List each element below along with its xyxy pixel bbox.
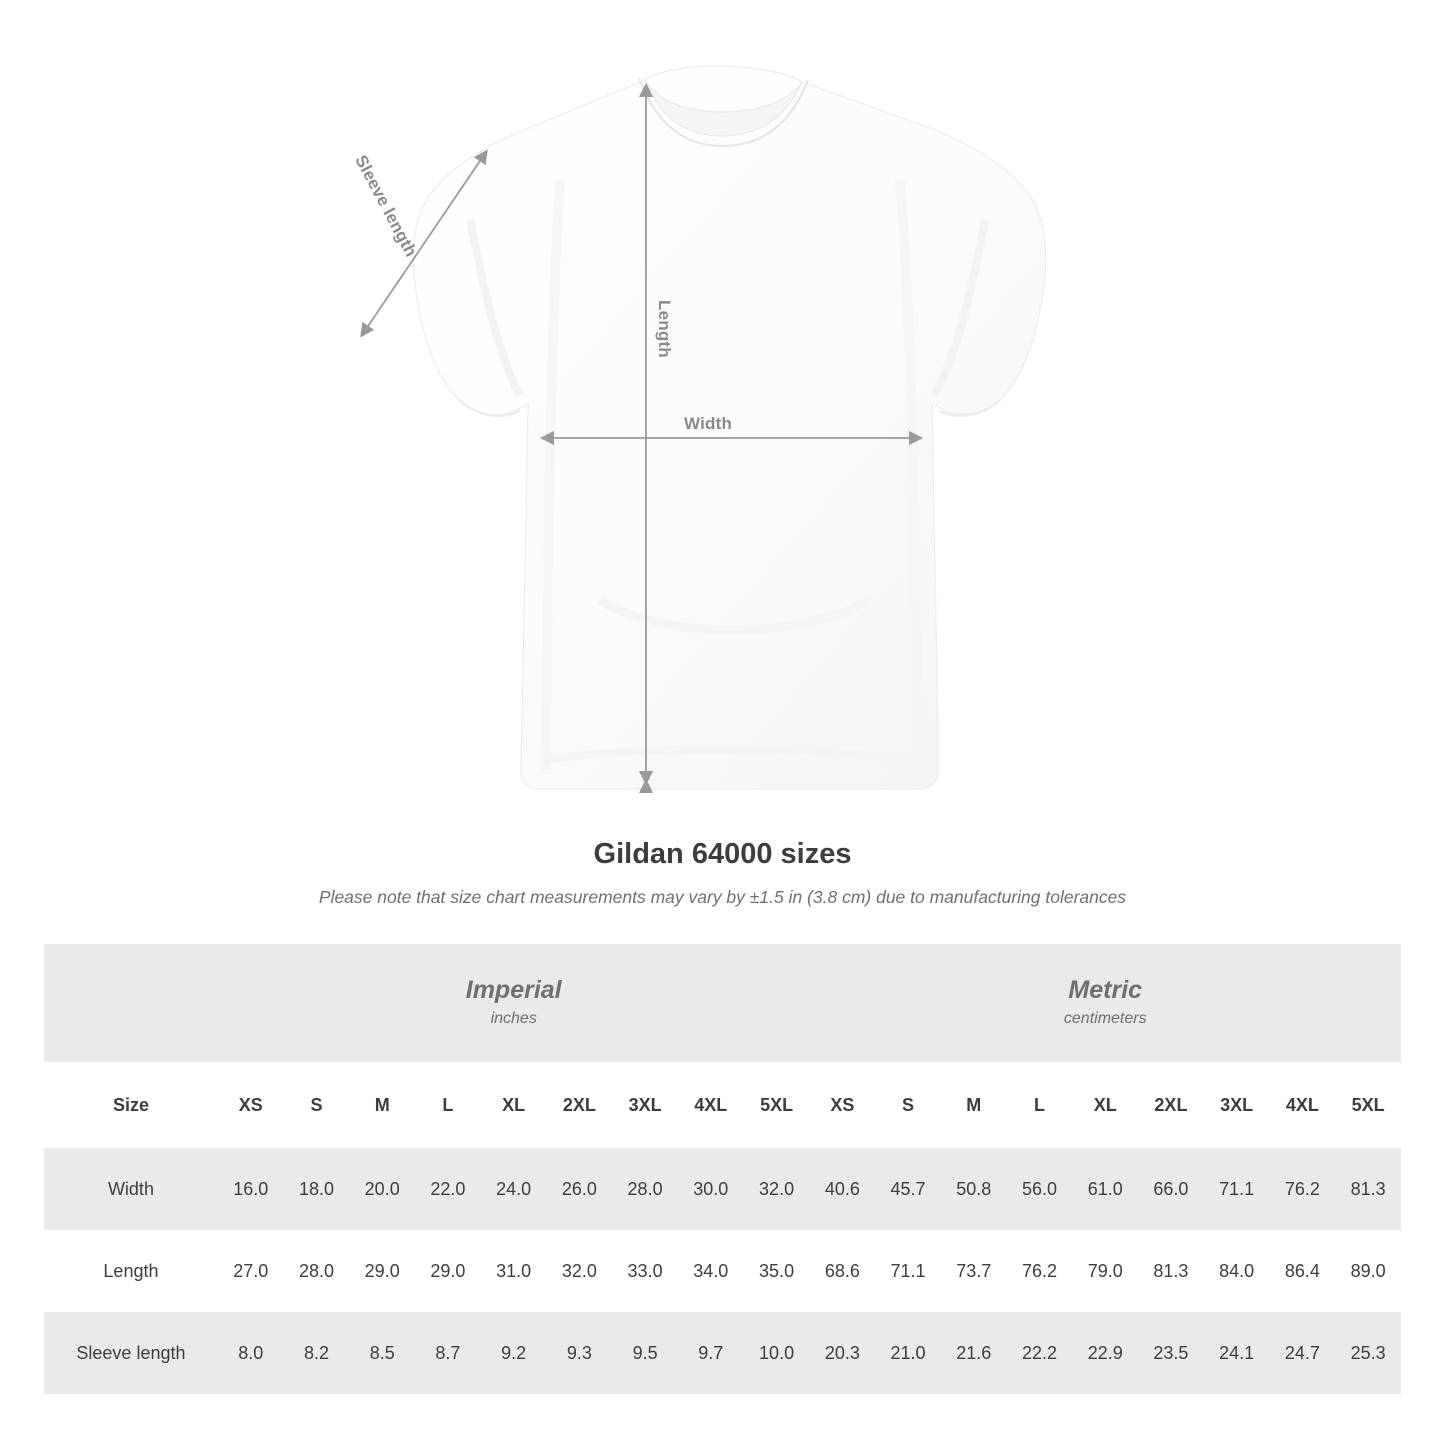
- cell-sleeve-17: 25.3: [1335, 1312, 1401, 1394]
- cell-length-4: 31.0: [481, 1230, 547, 1312]
- cell-sleeve-1: 8.2: [284, 1312, 350, 1394]
- size-col-xs-imperial: XS: [218, 1062, 284, 1148]
- table-row: [44, 1312, 1401, 1394]
- cell-width-6: 28.0: [612, 1148, 678, 1230]
- cell-sleeve-3: 8.7: [415, 1312, 481, 1394]
- size-col-l-imperial: L: [415, 1062, 481, 1148]
- cell-length-8: 35.0: [744, 1230, 810, 1312]
- size-col-4xl-imperial: 4XL: [678, 1062, 744, 1148]
- unit-group-imperial-sub: inches: [490, 1009, 537, 1027]
- cell-length-16: 86.4: [1270, 1230, 1336, 1312]
- size-col-5xl-imperial: 5XL: [744, 1062, 810, 1148]
- cell-width-12: 56.0: [1007, 1148, 1073, 1230]
- size-col-2xl-imperial: 2XL: [547, 1062, 613, 1148]
- cell-width-16: 76.2: [1270, 1148, 1336, 1230]
- unit-header-spacer: [44, 944, 218, 1062]
- cell-width-15: 71.1: [1204, 1148, 1270, 1230]
- size-col-m-imperial: M: [349, 1062, 415, 1148]
- row-label-sleeve-length: Sleeve length: [44, 1312, 218, 1394]
- cell-length-5: 32.0: [547, 1230, 613, 1312]
- cell-sleeve-13: 22.9: [1072, 1312, 1138, 1394]
- size-col-s-metric: S: [875, 1062, 941, 1148]
- cell-length-3: 29.0: [415, 1230, 481, 1312]
- cell-length-15: 84.0: [1204, 1230, 1270, 1312]
- unit-group-metric: [809, 944, 1401, 1062]
- cell-length-6: 33.0: [612, 1230, 678, 1312]
- cell-width-11: 50.8: [941, 1148, 1007, 1230]
- size-col-xl-imperial: XL: [481, 1062, 547, 1148]
- cell-sleeve-12: 22.2: [1007, 1312, 1073, 1394]
- cell-length-1: 28.0: [284, 1230, 350, 1312]
- size-col-l-metric: L: [1007, 1062, 1073, 1148]
- cell-width-3: 22.0: [415, 1148, 481, 1230]
- cell-width-9: 40.6: [809, 1148, 875, 1230]
- cell-length-9: 68.6: [809, 1230, 875, 1312]
- cell-length-0: 27.0: [218, 1230, 284, 1312]
- cell-width-17: 81.3: [1335, 1148, 1401, 1230]
- cell-length-7: 34.0: [678, 1230, 744, 1312]
- cell-length-17: 89.0: [1335, 1230, 1401, 1312]
- cell-width-5: 26.0: [547, 1148, 613, 1230]
- size-col-2xl-metric: 2XL: [1138, 1062, 1204, 1148]
- size-table: [44, 944, 1401, 1394]
- cell-sleeve-8: 10.0: [744, 1312, 810, 1394]
- cell-sleeve-10: 21.0: [875, 1312, 941, 1394]
- cell-sleeve-4: 9.2: [481, 1312, 547, 1394]
- row-label-length: Length: [44, 1230, 218, 1312]
- unit-group-imperial: [218, 944, 810, 1062]
- unit-header-row: [44, 944, 1401, 1062]
- table-row: [44, 1230, 1401, 1312]
- cell-sleeve-9: 20.3: [809, 1312, 875, 1394]
- cell-sleeve-14: 23.5: [1138, 1312, 1204, 1394]
- cell-sleeve-5: 9.3: [547, 1312, 613, 1394]
- length-label: Length: [655, 300, 674, 358]
- cell-width-8: 32.0: [744, 1148, 810, 1230]
- size-col-xl-metric: XL: [1072, 1062, 1138, 1148]
- cell-length-10: 71.1: [875, 1230, 941, 1312]
- cell-length-14: 81.3: [1138, 1230, 1204, 1312]
- cell-width-10: 45.7: [875, 1148, 941, 1230]
- cell-sleeve-15: 24.1: [1204, 1312, 1270, 1394]
- cell-sleeve-11: 21.6: [941, 1312, 1007, 1394]
- unit-group-metric-sub: centimeters: [1063, 1009, 1147, 1027]
- tolerance-note: Please note that size chart measurements may vary by ±1.5 in (3.8 cm) due to manufacturing tolerances: [318, 887, 1127, 907]
- unit-group-metric-name: Metric: [1068, 975, 1143, 1004]
- size-col-4xl-metric: 4XL: [1270, 1062, 1336, 1148]
- cell-width-4: 24.0: [481, 1148, 547, 1230]
- size-row-label: Size: [44, 1062, 218, 1148]
- row-label-width: Width: [44, 1148, 218, 1230]
- page-title: Gildan 64000 sizes: [593, 838, 852, 870]
- cell-length-12: 76.2: [1007, 1230, 1073, 1312]
- size-col-s-imperial: S: [284, 1062, 350, 1148]
- size-table-wrapper: [44, 944, 1401, 1394]
- unit-group-imperial-name: Imperial: [465, 975, 562, 1004]
- cell-width-2: 20.0: [349, 1148, 415, 1230]
- size-col-3xl-imperial: 3XL: [612, 1062, 678, 1148]
- cell-width-7: 30.0: [678, 1148, 744, 1230]
- cell-width-0: 16.0: [218, 1148, 284, 1230]
- cell-sleeve-16: 24.7: [1270, 1312, 1336, 1394]
- size-col-3xl-metric: 3XL: [1204, 1062, 1270, 1148]
- table-row: [44, 1148, 1401, 1230]
- cell-length-13: 79.0: [1072, 1230, 1138, 1312]
- size-col-xs-metric: XS: [809, 1062, 875, 1148]
- size-header-row: [44, 1062, 1401, 1148]
- sleeve-length-label: Sleeve length: [351, 152, 421, 260]
- cell-length-2: 29.0: [349, 1230, 415, 1312]
- title-block: [0, 838, 1445, 908]
- cell-sleeve-6: 9.5: [612, 1312, 678, 1394]
- cell-sleeve-2: 8.5: [349, 1312, 415, 1394]
- size-col-5xl-metric: 5XL: [1335, 1062, 1401, 1148]
- cell-width-1: 18.0: [284, 1148, 350, 1230]
- cell-length-11: 73.7: [941, 1230, 1007, 1312]
- width-label: Width: [684, 414, 733, 433]
- cell-sleeve-7: 9.7: [678, 1312, 744, 1394]
- cell-sleeve-0: 8.0: [218, 1312, 284, 1394]
- size-col-m-metric: M: [941, 1062, 1007, 1148]
- cell-width-14: 66.0: [1138, 1148, 1204, 1230]
- cell-width-13: 61.0: [1072, 1148, 1138, 1230]
